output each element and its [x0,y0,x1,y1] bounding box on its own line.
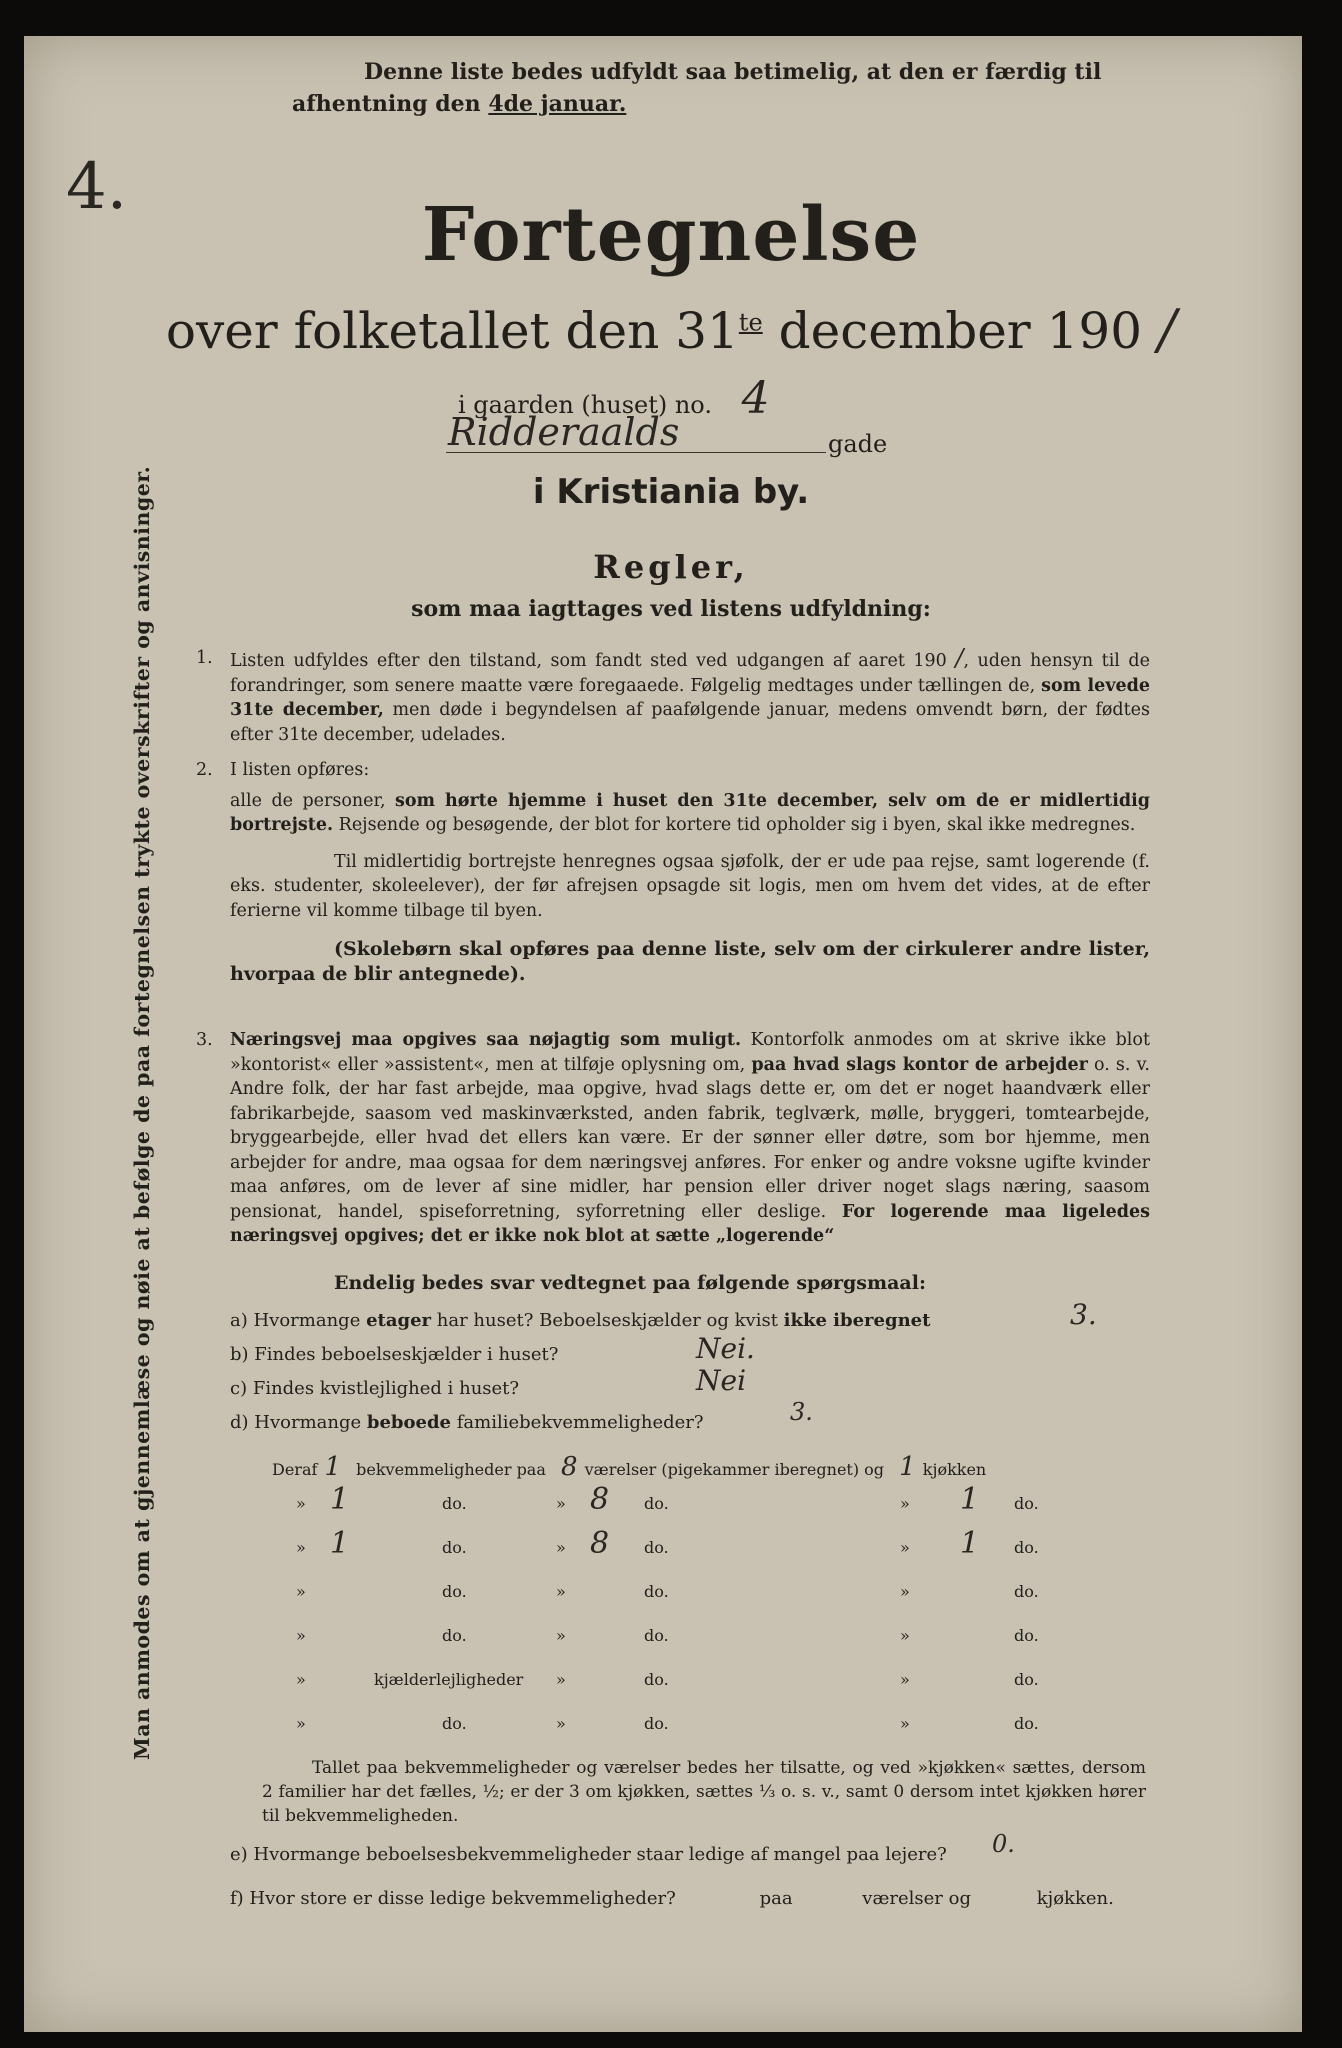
row-label: do. [442,1538,467,1557]
row-quote-2: » [556,1582,566,1601]
rule-3-bold-3: For logerende maa ligeledes næringsvej opgives; det er ikke nok blot at sætte „logerende“ [230,1201,1150,1246]
table-row [0,1578,1342,1618]
table-row [0,1482,1342,1530]
row-kitchens-label: do. [1014,1494,1039,1513]
first-kitchens: 1 [899,1452,916,1482]
table-row [0,1526,1342,1574]
row-quote-2: » [556,1494,566,1513]
q-f-label: f) Hvor store er disse ledige bekvemmeligheder? [230,1888,676,1909]
question-f [230,1888,1130,1909]
row-kitchens-label: do. [1014,1626,1039,1645]
city-line: i Kristiania by. [532,472,810,512]
rule-3-bold-1: Næringsvej maa opgives saa nøjagtig som muligt. [230,1030,742,1050]
q-d-rest: familiebekvemmeligheder? [456,1412,704,1433]
row-kitchens-label: do. [1014,1714,1039,1733]
row-quote-2: » [556,1714,566,1733]
row-quote-3: » [900,1714,910,1733]
row-rooms-label: do. [644,1714,669,1733]
handwritten-year: / [1157,298,1177,361]
row-rooms-label: do. [644,1670,669,1689]
table-row [0,1622,1342,1662]
notice-line-2-prefix: afhentning den [292,91,481,117]
rules-subheading: som maa iagttages ved listens udfyldning: [411,596,931,622]
answer-e: 0. [992,1830,1015,1858]
q-d-bold: beboede [366,1412,452,1433]
row-kitchens: 1 [960,1526,980,1561]
document-subtitle [0,298,1342,361]
row-label: do. [442,1714,467,1733]
header-deraf: Deraf [272,1460,318,1479]
rule-2 [196,758,1150,986]
side-instruction: Man anmodes om at gjennemlæse og nøie at befølge de paa fortegnelsen trykte overskrifter og anvisninger. [130,465,154,1760]
row-rooms-label: do. [644,1626,669,1645]
notice-line-2 [292,88,1172,120]
q-a-label: a) Hvormange [230,1310,361,1331]
rule-1 [196,646,1150,747]
row-count: 1 [330,1482,350,1517]
table-row [0,1710,1342,1750]
row-label: kjælderlejligheder [374,1670,524,1689]
rule-1-text-a: Listen udfyldes efter den tilstand, som fandt sted ved udgangen af aaret 190 [230,651,947,671]
table-note: Tallet paa bekvemmeligheder og værelser bedes her tilsatte, og ved »kjøkken« sættes, dersom 2 familier har det fælles, ½; er der 3 om kjøkken, sættes ⅓ o. s. v., samt 0 dersom intet kjøkken hører til bekvemmeligheden. [262,1758,1146,1826]
row-rooms-label: do. [644,1494,669,1513]
rule-1-number: 1. [196,648,213,668]
q-f-kjokken: kjøkken. [1036,1888,1114,1909]
row-label: do. [442,1494,467,1513]
gade-label: gade [828,430,888,458]
row-rooms: 8 [590,1526,610,1561]
row-quote: » [296,1626,306,1645]
subtitle-prefix: over folketallet den 31 [165,302,739,360]
row-quote-2: » [556,1538,566,1557]
answer-d: 3. [790,1398,813,1426]
row-label: do. [442,1626,467,1645]
handwritten-street: Ridderaalds [448,410,680,454]
q-f-vaer: værelser og [862,1888,971,1909]
handwritten-house-number: 4 [741,373,770,424]
rule-2-bold: som hørte hjemme i huset den 31te december, selv om de er midlertidig bortrejste. [230,790,1150,835]
rule-2-text-b: Rejsende og besøgende, der blot for kortere tid opholder sig i byen, skal ikke medregnes. [338,815,1136,835]
rule-3-bold-2: paa hvad slags kontor de arbejder [751,1054,1088,1075]
answer-b: Nei. [696,1332,755,1365]
questions-intro: Endelig bedes svar vedtegnet paa følgende spørgsmaal: [334,1272,926,1294]
row-rooms-label: do. [644,1538,669,1557]
row-kitchens-label: do. [1014,1582,1039,1601]
question-b: b) Findes beboelseskjælder i huset? [230,1344,559,1365]
table-row [0,1666,1342,1706]
notice-line-1: Denne liste bedes udfyldt saa betimelig, at den er færdig til [364,59,1102,85]
row-quote: » [296,1538,306,1557]
row-quote-2: » [556,1626,566,1645]
rule-1-text-b: , uden hensyn til de forandringer, som senere maatte være foregaaede. Følgelig medtages under tællingen de, [230,651,1150,696]
question-e: e) Hvormange beboelsesbekvemmeligheder staar ledige af mangel paa lejere? [230,1844,947,1865]
gaard-label: i gaarden (huset) no. [458,391,712,419]
rule-2-para-2: Til midlertidig bortrejste henregnes ogsaa sjøfolk, der er ude paa rejse, samt logerende (f. eks. studenter, skoleelever), der før afrejsen opsagde sit logis, men om hvem det vides, at de efter ferierne vil komme tilbage til byen. [230,851,1150,921]
rules-heading: Regler, [593,548,749,586]
rule-2-number: 2. [196,760,213,780]
notice-date: 4de januar. [488,91,627,117]
row-count: 1 [330,1526,350,1561]
q-f-paa: paa [759,1888,793,1909]
rule-3-number: 3. [196,1030,213,1050]
row-quote-2: » [556,1670,566,1689]
row-kitchens-label: do. [1014,1538,1039,1557]
table-header [272,1452,1072,1482]
first-count: 1 [324,1452,342,1482]
rule-1-handwritten-year: / [955,644,964,672]
header-bekv: bekvemmeligheder paa [356,1460,546,1479]
rule-1-text-c: men døde i begyndelsen af paafølgende januar, medens omvendt børn, der fødtes efter 31te december, udelades. [230,700,1150,745]
street-underline [446,452,826,453]
row-quote: » [296,1714,306,1733]
answer-c: Nei [696,1364,747,1397]
first-rooms: 8 [560,1452,578,1482]
margin-mark: 4. [66,150,128,224]
row-quote-3: » [900,1626,910,1645]
rule-3-text-a: Kontorfolk anmodes om at skrive ikke blot »kontorist« eller »assistent«, men at tilføje oplysning om, [230,1030,1150,1075]
rule-1-bold: som levede 31te december, [230,675,1150,720]
subtitle-sup: te [738,308,763,337]
row-label: do. [442,1582,467,1601]
rule-3 [196,1028,1150,1249]
q-a-bold-2: ikke iberegnet [783,1310,931,1331]
rule-2-para-1 [230,789,1150,838]
rule-3-text-b: o. s. v. Andre folk, der har fast arbejde, maa opgive, hvad slags dette er, om det er noget haandværk eller fabrikarbejde, saasom ved maskinværksted, anden fabrik, teglværk, mølle, bryggeri, tomtearbejde, bryggearbejde, eller hvad det ellers kan være. Er der sønner eller døtre, som bor hjemme, men arbejder for andre, maa ogsaa for dem næringsvej anføres. For enker og andre voksne ugifte kvinder maa anføres, om de lever af sine midler, har pension eller driver noget slags næring, saasom pensionat, handel, spiseforretning, syforretning eller deslige. [230,1054,1150,1222]
row-rooms-label: do. [644,1582,669,1601]
subtitle-mid: december 190 [762,302,1143,360]
rule-2-text-a: alle de personer, [230,790,386,811]
row-quote-3: » [900,1494,910,1513]
delivery-notice [292,56,1172,120]
question-c: c) Findes kvistlejlighed i huset? [230,1378,520,1399]
document-title: Fortegnelse [421,192,921,278]
row-quote: » [296,1582,306,1601]
question-d [230,1412,704,1433]
row-quote: » [296,1494,306,1513]
row-rooms: 8 [590,1482,610,1517]
header-kjokken: kjøkken [922,1460,987,1479]
q-a-rest: har huset? Beboelseskjælder og kvist [436,1310,778,1331]
row-kitchens-label: do. [1014,1670,1039,1689]
header-vaer: værelser (pigekammer iberegnet) og [584,1460,885,1479]
q-d-label: d) Hvormange [230,1412,362,1433]
answer-a: 3. [1070,1298,1097,1331]
row-quote-3: » [900,1538,910,1557]
q-a-bold: etager [366,1310,432,1331]
question-a [230,1310,930,1331]
rule-2-para-3: (Skolebørn skal opføres paa denne liste, selv om der cirkulerer andre lister, hvorpaa de blir antegnede). [230,938,1150,985]
row-quote-3: » [900,1670,910,1689]
row-kitchens: 1 [960,1482,980,1517]
rule-2-head: I listen opføres: [230,760,370,780]
row-quote: » [296,1670,306,1689]
row-quote-3: » [900,1582,910,1601]
